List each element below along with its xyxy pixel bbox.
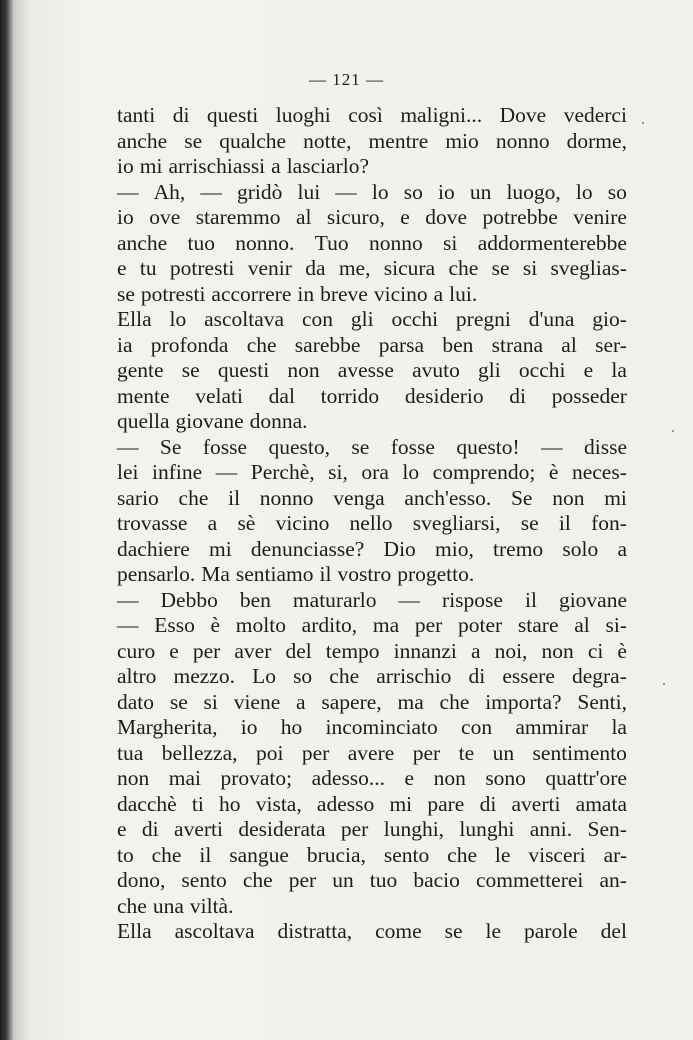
paper-speck [663,683,665,685]
text-line: — Debbo ben maturarlo — rispose il giovane [117,587,627,612]
text-line: trovasse a sè vicino nello svegliarsi, se il fon- [117,511,627,535]
text-line: io mi arrischiassi a lasciarlo? [117,154,370,178]
text-line: anche se qualche notte, mentre mio nonno dorme, [117,128,627,153]
text-line: e di averti desiderata per lunghi, lunghi anni. Sen- [117,817,627,841]
text-line: Ella ascoltava distratta, come se le parole del [117,919,627,943]
text-line: dono, sento che per un tuo bacio commetterei an- [117,868,627,892]
text-line: to che il sangue brucia, sento che le visceri ar- [117,842,627,867]
text-line: dato se si viene a sapere, ma che importa? Senti, [117,689,627,714]
text-line: Margherita, io ho incominciato con ammirar la [117,715,627,739]
text-line: se potresti accorrere in breve vicino a lui. [117,281,478,306]
text-line: e tu potresti venir da me, sicura che se si sveglias- [117,256,627,280]
text-line: gente se questi non avesse avuto gli occhi e la [117,358,627,382]
paper-speck [642,122,644,124]
body-text [117,103,627,945]
text-line: io ove staremmo al sicuro, e dove potrebbe venire [117,205,627,229]
text-line: Ella lo ascoltava con gli occhi pregni d'una gio- [117,307,627,331]
text-line: anche tuo nonno. Tuo nonno si addormenterebbe [117,230,627,255]
text-line: dacchè ti ho vista, adesso mi pare di averti amata [117,791,627,816]
text-line: tanti di questi luoghi così maligni... Dove vederci [117,103,627,127]
text-line: mente velati dal torrido desiderio di posseder [117,383,627,408]
text-line: — Se fosse questo, se fosse questo! — disse [117,434,627,459]
text-line: non mai provato; adesso... e non sono quattr'ore [117,766,627,790]
text-line: altro mezzo. Lo so che arrischio di essere degra- [117,664,627,688]
paper-speck [672,430,674,432]
text-line: — Esso è molto ardito, ma per poter stare al si- [117,613,627,637]
text-line: dachiere mi denunciasse? Dio mio, tremo solo a [117,536,627,561]
text-line: lei infine — Perchè, si, ora lo comprendo; è neces- [117,460,627,484]
text-line: — Ah, — gridò lui — lo so io un luogo, lo so [117,179,627,204]
text-line: sario che il nonno venga anch'esso. Se non mi [117,485,627,510]
text-line: che una viltà. [117,893,234,918]
text-line: curo e per aver del tempo innanzi a noi, non ci è [117,638,627,663]
text-line: quella giovane donna. [117,409,308,433]
page-number: — 121 — [309,70,384,89]
text-line: tua bellezza, poi per avere per te un sentimento [117,740,627,765]
text-line: ia profonda che sarebbe parsa ben strana al ser- [117,332,627,357]
text-line: pensarlo. Ma sentiamo il vostro progetto. [117,562,475,586]
